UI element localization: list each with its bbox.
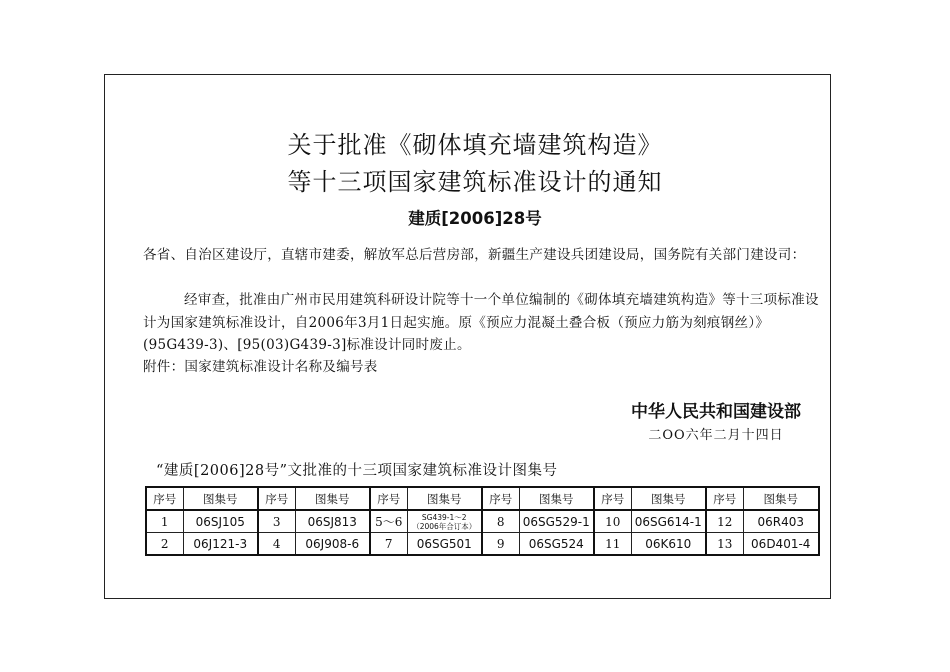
cell-code: 06SG501 — [407, 533, 482, 556]
attachment-line: 附件：国家建筑标准设计名称及编号表 — [143, 359, 378, 375]
body-paragraph: 经审查，批准由广州市民用建筑科研设计院等十一个单位编制的《砌体填充墙建筑构造》等十三项标准设计为国家建筑标准设计，自2006年3月1日起实施。原《预应力混凝土叠合板（预应力筋为刻痕钢丝）》(95G439-3)、[95(03)G439-3]标准设计同时废止。 — [143, 292, 819, 353]
cell-seq: 10 — [594, 510, 631, 533]
header-seq: 序号 — [594, 487, 631, 510]
cell-seq: 4 — [258, 533, 295, 556]
cell-seq: 3 — [258, 510, 295, 533]
atlas-table — [145, 486, 820, 556]
table-header-row — [146, 487, 819, 510]
recipients-paragraph: 各省、自治区建设厅，直辖市建委，解放军总后营房部，新疆生产建设兵团建设局，国务院有关部门建设司： — [143, 247, 806, 263]
cell-code-combined — [407, 510, 482, 533]
cell-seq: 13 — [706, 533, 743, 556]
cell-code: 06R403 — [743, 510, 819, 533]
cell-code: 06J908-6 — [295, 533, 370, 556]
table-caption: “建质[2006]28号”文批准的十三项国家建筑标准设计图集号 — [156, 463, 558, 479]
header-code: 图集号 — [519, 487, 594, 510]
cell-seq: 7 — [370, 533, 407, 556]
cell-code: 06SG524 — [519, 533, 594, 556]
cell-code-main: SG439-1～2 — [421, 512, 467, 522]
cell-seq: 2 — [146, 533, 183, 556]
cell-code: 06J121-3 — [183, 533, 258, 556]
issue-date: 二OO六年二月十四日 — [648, 428, 784, 443]
cell-seq: 1 — [146, 510, 183, 533]
cell-seq: 8 — [482, 510, 519, 533]
header-seq: 序号 — [706, 487, 743, 510]
header-seq: 序号 — [258, 487, 295, 510]
header-seq: 序号 — [482, 487, 519, 510]
cell-code-note: （2006年合订本） — [412, 521, 477, 531]
table-row — [146, 533, 819, 556]
cell-code: 06D401-4 — [743, 533, 819, 556]
cell-seq: 5～6 — [370, 510, 407, 533]
cell-seq: 11 — [594, 533, 631, 556]
header-code: 图集号 — [407, 487, 482, 510]
notice-title-line2: 等十三项国家建筑标准设计的通知 — [287, 168, 663, 196]
document-number: 建质[2006]28号 — [408, 209, 542, 228]
cell-code: 06SG614-1 — [631, 510, 706, 533]
header-code: 图集号 — [183, 487, 258, 510]
notice-title-line1: 关于批准《砌体填充墙建筑构造》 — [287, 131, 663, 159]
header-code: 图集号 — [743, 487, 819, 510]
header-seq: 序号 — [370, 487, 407, 510]
cell-code: 06K610 — [631, 533, 706, 556]
cell-seq: 9 — [482, 533, 519, 556]
header-seq: 序号 — [146, 487, 183, 510]
cell-seq: 12 — [706, 510, 743, 533]
cell-code: 06SJ813 — [295, 510, 370, 533]
issuer-name: 中华人民共和国建设部 — [631, 402, 801, 422]
header-code: 图集号 — [295, 487, 370, 510]
table-row — [146, 510, 819, 533]
header-code: 图集号 — [631, 487, 706, 510]
cell-code: 06SG529-1 — [519, 510, 594, 533]
cell-code: 06SJ105 — [183, 510, 258, 533]
